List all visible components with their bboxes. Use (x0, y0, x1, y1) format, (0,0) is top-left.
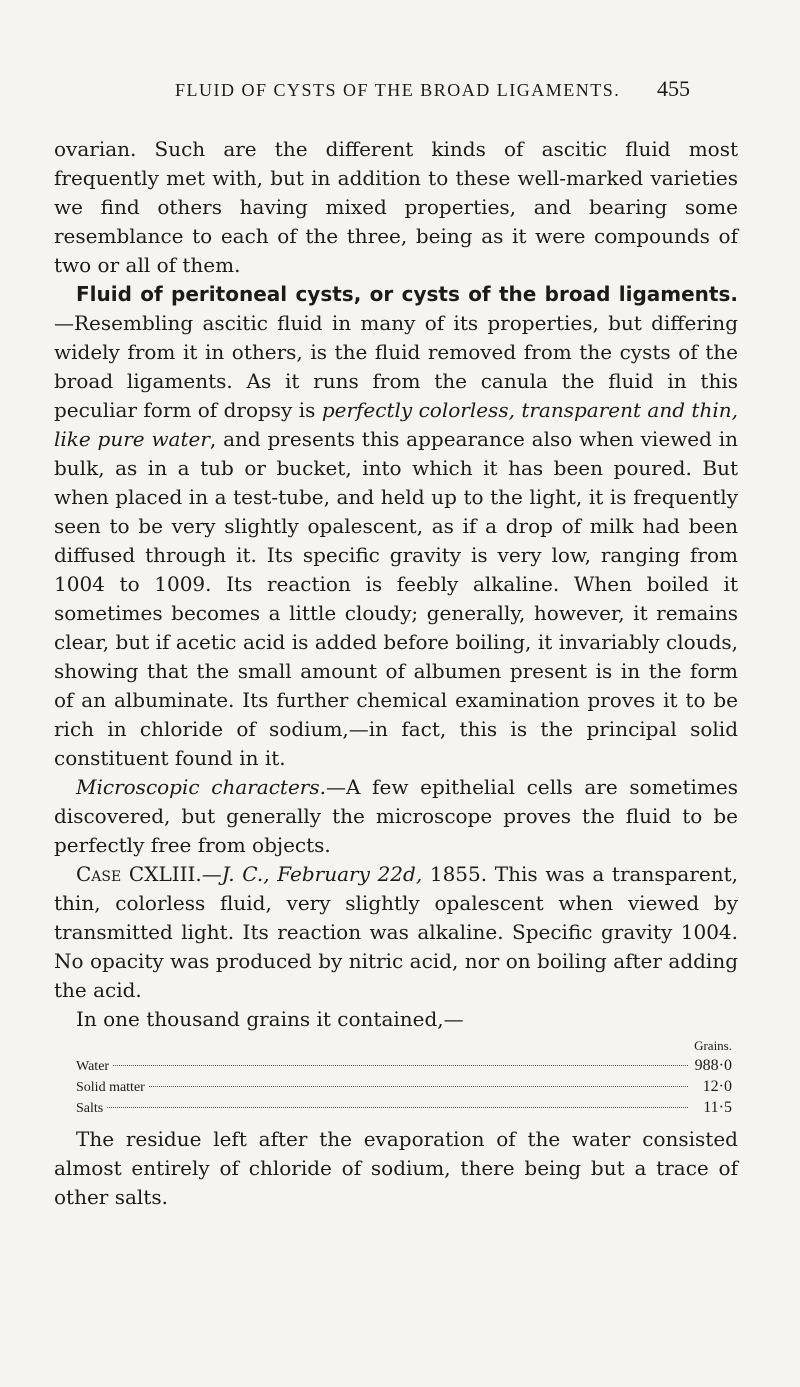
dot-leader (107, 1107, 688, 1108)
row-value: 12·0 (702, 1078, 732, 1095)
paragraph-text: , and presents this appearance also when viewed in bulk, as in a tub or bucket, into which it has been poured. But when placed in a test-tube, and held up to the light, it is frequently seen to be very slightly opalescent, as if a drop of milk had been diffused through it. Its specific gravity is very low, ranging from 1004 to 1009. Its reaction is feebly alkaline. When boiled it sometimes becomes a little cloudy; generally, however, it remains clear, but if acetic acid is added before boiling, it invariably clouds, showing that the small amount of albumen present is in the form of an albuminate. Its further chemical examination proves it to be rich in chloride of sodium,—in fact, this is the principal solid constituent found in it. (54, 427, 738, 770)
paragraph-text: —A few epithelial cells are sometimes discovered, but generally the microscope proves the fluid to be perfectly free from objects. (54, 775, 739, 857)
dot-leader (149, 1086, 688, 1087)
case-patient: J. C., February 22d, (221, 862, 423, 886)
row-value: 11·5 (703, 1099, 732, 1116)
paragraph-ovarian: ovarian. Such are the different kinds of ascitic fluid most frequently met with, but in addition to these well-marked varieties we find others having mixed properties, and bearing some resemblance to each of the three, being as it were compounds of two or all of them. (54, 137, 738, 277)
composition-table (54, 1036, 738, 1119)
paragraph-composition-intro: In one thousand grains it contained,— (76, 1007, 464, 1031)
body-text (54, 135, 738, 1212)
row-label: Salts (76, 1101, 104, 1116)
dash: — (201, 862, 222, 886)
paragraph-case (54, 860, 738, 1005)
running-title: FLUID OF CYSTS OF THE BROAD LIGAMENTS. (175, 80, 621, 100)
paragraph-text: —Resembling ascitic fluid in many of its properties, but differing widely from it in others, is the fluid removed from the cysts of the broad ligaments. As it runs from the canula the fluid in this peculiar form of dropsy is (54, 311, 738, 422)
page-number: 455 (657, 76, 690, 101)
row-label: Water (76, 1059, 110, 1074)
section-heading: Fluid of peritoneal cysts, or cysts of the broad ligaments. (76, 282, 738, 306)
unit-header: Grains. (694, 1038, 732, 1053)
paragraph-text: 1855. This was a transparent, thin, colorless fluid, very slightly opalescent when viewed by transmitted light. Its reaction was alkaline. Specific gravity 1004. No opacity was produced by nitric acid, nor on boiling after adding the acid. (54, 862, 738, 1002)
row-value: 988·0 (694, 1057, 732, 1074)
subheading-microscopic: Microscopic characters. (76, 775, 326, 799)
table-row (54, 1098, 738, 1119)
row-label: Solid matter (76, 1080, 145, 1095)
emphasis-text: perfectly colorless, transparent and thin, like pure water (54, 398, 738, 451)
page-header (0, 72, 800, 112)
case-label: Case CXLIII. (76, 862, 202, 886)
table-row (54, 1077, 738, 1098)
paragraph-peritoneal-cysts (54, 280, 738, 773)
paragraph-residue: The residue left after the evaporation of the water consisted almost entirely of chloride of sodium, there being but a trace of other salts. (54, 1127, 738, 1209)
dot-leader (113, 1065, 688, 1066)
table-row (54, 1056, 738, 1077)
paragraph-microscopic (54, 773, 738, 860)
